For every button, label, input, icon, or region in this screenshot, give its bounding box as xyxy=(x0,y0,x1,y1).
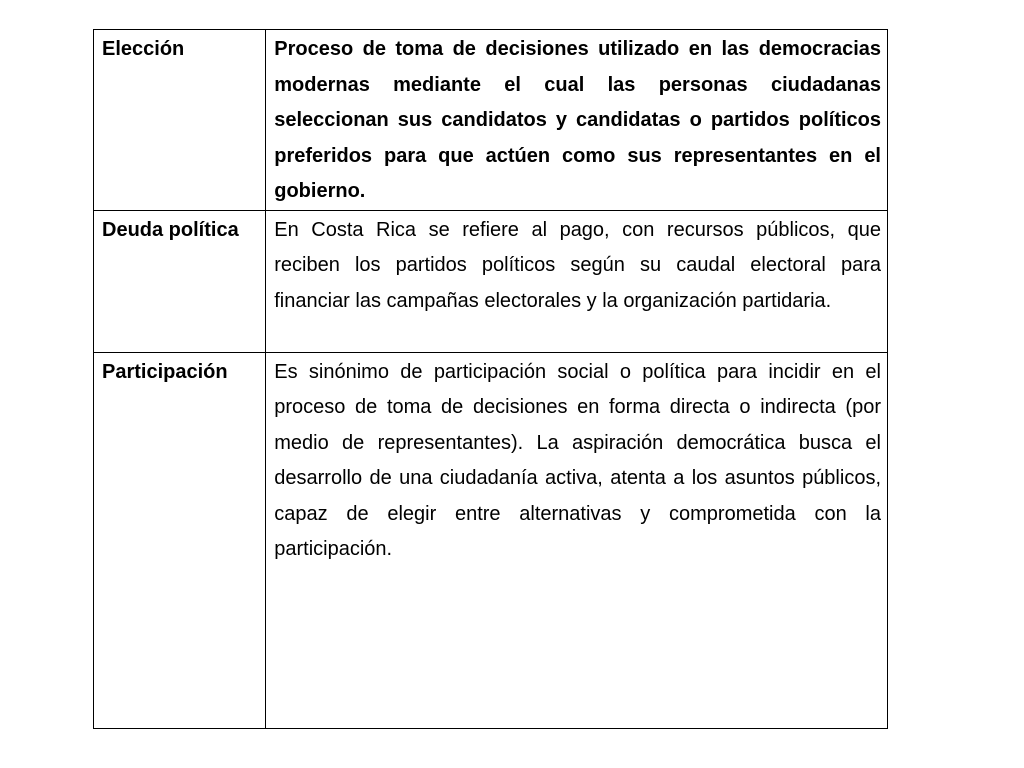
term-cell-participacion: Participación xyxy=(94,352,266,728)
table-row xyxy=(94,210,888,352)
definition-cell-eleccion: Proceso de toma de decisiones utilizado en las democracias modernas mediante el cual las personas ciudadanas seleccionan sus candidatos y candidatas o partidos políticos preferidos para que actúen como sus representantes en el gobierno. xyxy=(266,30,888,211)
glossary-table xyxy=(93,29,888,729)
term-cell-eleccion: Elección xyxy=(94,30,266,211)
term-cell-deuda-politica: Deuda política xyxy=(94,210,266,352)
definition-cell-participacion: Es sinónimo de participación social o política para incidir en el proceso de toma de decisiones en forma directa o indirecta (por medio de representantes). La aspiración democrática busca el desarrollo de una ciudadanía activa, atenta a los asuntos públicos, capaz de elegir entre alternativas y comprometida con la participación. xyxy=(266,352,888,728)
table-row xyxy=(94,352,888,728)
table-row xyxy=(94,30,888,211)
definition-cell-deuda-politica: En Costa Rica se refiere al pago, con recursos públicos, que reciben los partidos políticos según su caudal electoral para financiar las campañas electorales y la organización partidaria. xyxy=(266,210,888,352)
